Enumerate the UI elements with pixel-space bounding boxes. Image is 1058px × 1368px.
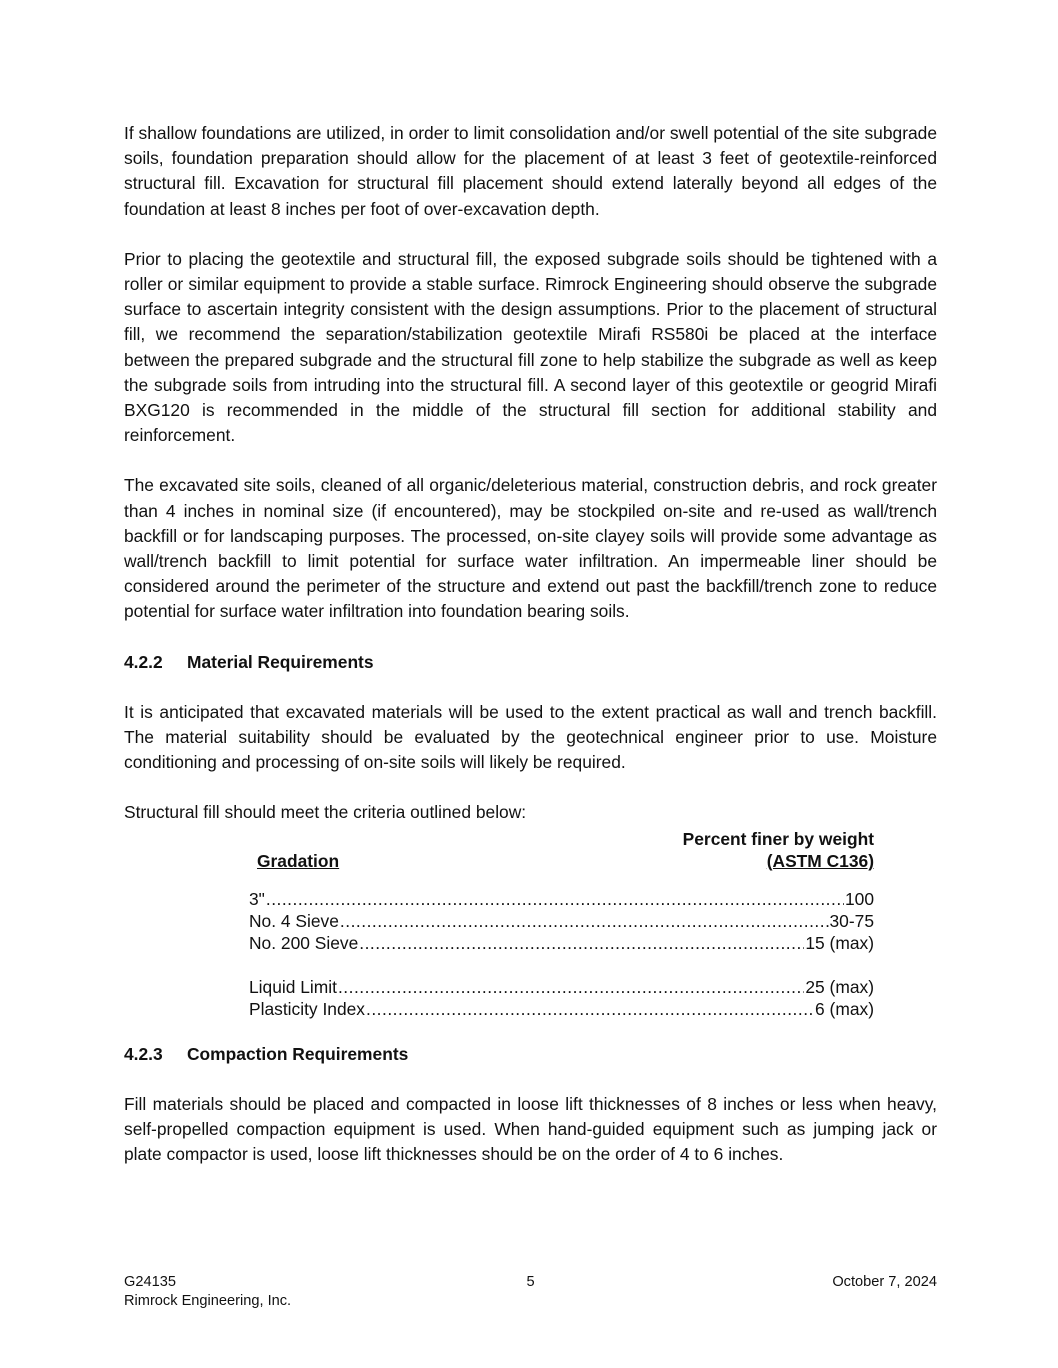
section-heading-compaction-requirements — [124, 1042, 937, 1067]
report-date: October 7, 2024 — [832, 1274, 937, 1290]
limit-rows — [249, 976, 874, 1020]
row-value: 15 (max) — [805, 932, 874, 953]
row-value: 30-75 — [829, 910, 874, 931]
criteria-row — [249, 998, 874, 1020]
section-title: Compaction Requirements — [187, 1043, 409, 1064]
row-value: 100 — [844, 888, 874, 909]
row-value: 25 (max) — [805, 976, 874, 997]
section-title: Material Requirements — [187, 651, 374, 672]
dot-leader — [340, 910, 829, 932]
criteria-intro: Structural fill should meet the criteria outlined below: — [124, 802, 527, 823]
row-value: 6 (max) — [815, 998, 874, 1019]
paragraph-compaction: Fill materials should be placed and compacted in loose lift thicknesses of 8 inches or less when heavy, self-propelled compaction equipment is used. When hand-guided equipment such as jumping jack or plate compactor is used, loose lift thicknesses should be on the order of 4 to 6 inches. — [124, 1093, 937, 1165]
section-heading-material-requirements — [124, 650, 937, 675]
document-page — [124, 121, 937, 1192]
criteria-header — [249, 826, 874, 874]
percent-header-line1: Percent finer by weight — [682, 828, 874, 849]
page-number: 5 — [526, 1274, 535, 1290]
percent-finer-header — [683, 828, 874, 872]
section-number: 4.2.3 — [124, 1043, 163, 1064]
criteria-row — [249, 976, 874, 998]
row-label: 3" — [249, 888, 265, 909]
section-number: 4.2.2 — [124, 651, 163, 672]
project-number: G24135 — [124, 1274, 176, 1290]
row-label: No. 4 Sieve — [249, 910, 339, 931]
criteria-row — [249, 910, 874, 932]
percent-header-line2: (ASTM C136) — [766, 850, 874, 871]
dot-leader — [359, 932, 804, 954]
gradation-header: Gradation — [257, 850, 340, 871]
row-label: Plasticity Index — [249, 998, 365, 1019]
dot-leader — [338, 976, 804, 998]
dot-leader — [366, 998, 814, 1020]
row-label: Liquid Limit — [249, 976, 337, 997]
company-name: Rimrock Engineering, Inc. — [124, 1293, 292, 1309]
paragraph-shallow-foundations: If shallow foundations are utilized, in order to limit consolidation and/or swell potential of the site subgrade soils, foundation preparation should allow for the placement of at least 3 feet of geotextile-reinforced structural fill. Excavation for structural fill placement should extend laterally beyond all edges of the foundation at least 8 inches per foot of over-excavation depth. — [124, 123, 937, 219]
paragraph-material-suitability: It is anticipated that excavated materials will be used to the extent practical as wall and trench backfill. The material suitability should be evaluated by the geotechnical engineer prior to use. Moisture conditioning and processing of on-site soils will likely be required. — [124, 701, 937, 773]
dot-leader — [266, 888, 844, 910]
criteria-row — [249, 888, 874, 910]
structural-fill-criteria-table — [249, 826, 874, 1020]
gradation-rows — [249, 888, 874, 954]
criteria-row — [249, 932, 874, 954]
paragraph-geotextile-placement: Prior to placing the geotextile and structural fill, the exposed subgrade soils should be tightened with a roller or similar equipment to provide a stable surface. Rimrock Engineering should observe the subgrade surface to ascertain integrity consistent with the design assumptions. Prior to the placement of structural fill, we recommend the separation/stabilization geotextile Mirafi RS580i be placed at the interface between the prepared subgrade and the structural fill zone to help stabilize the subgrade as well as keep the subgrade soils from intruding into the structural fill. A second layer of this geotextile or geogrid Mirafi BXG120 is recommended in the middle of the structural fill section for additional stability and reinforcement. — [124, 248, 937, 446]
paragraph-excavated-soils: The excavated site soils, cleaned of all organic/deleterious material, construction debris, and rock greater than 4 inches in nominal size (if encountered), may be stockpiled on-site and re-used as wall/trench backfill or for landscaping purposes. The processed, on-site clayey soils will provide some advantage as wall/trench backfill to limit potential for surface water infiltration. An impermeable liner should be considered around the perimeter of the structure and extend out past the backfill/trench zone to reduce potential for surface water infiltration into foundation bearing soils. — [124, 475, 937, 622]
row-label: No. 200 Sieve — [249, 932, 359, 953]
